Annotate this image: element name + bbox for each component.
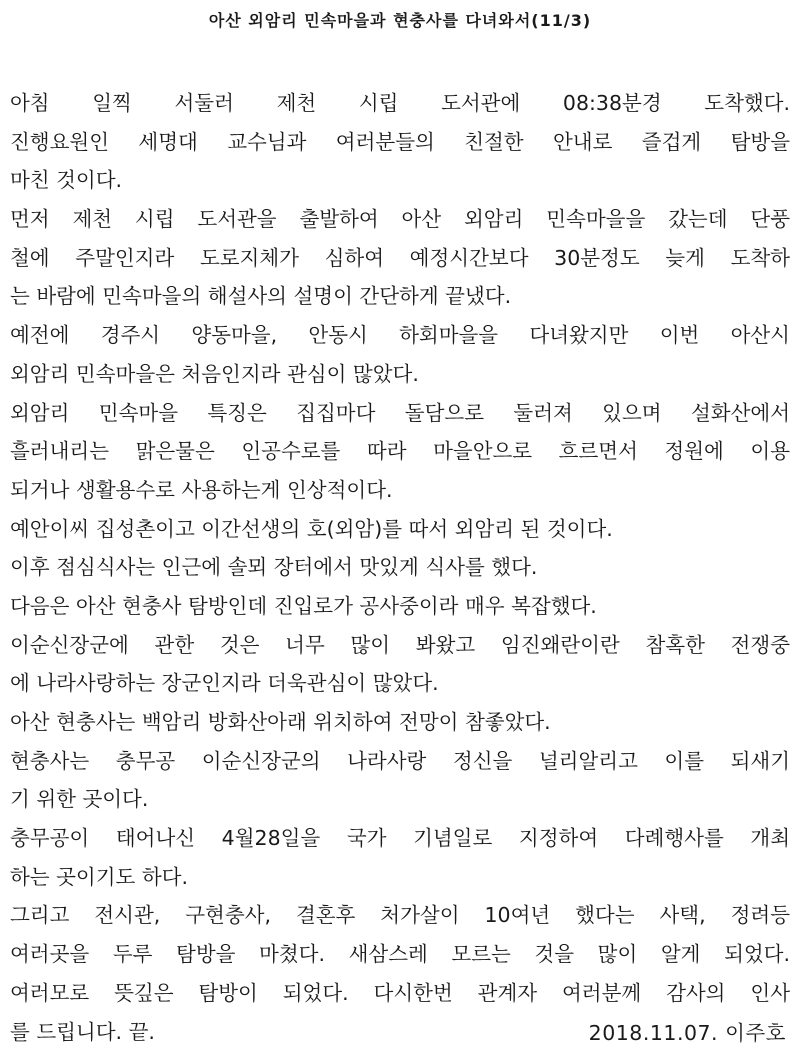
body-line: 그리고 전시관, 구현충사, 결혼후 처가살이 10여년 했다는 사택, 정려등 (10, 903, 790, 928)
body-line: 이순신장군에 관한 것은 너무 많이 봐왔고 임진왜란이란 참혹한 전쟁중 (10, 632, 790, 657)
body-line: 여러곳을 두루 탐방을 마쳤다. 새삼스레 모르는 것을 많이 알게 되었다. (10, 942, 790, 967)
body-line: 에 나라사랑하는 장군인지라 더욱관심이 많았다. (10, 671, 439, 696)
body-line: 여러모로 뜻깊은 탐방이 되었다. 다시한번 관계자 여러분께 감사의 인사 (10, 980, 790, 1005)
body-line: 다음은 아산 현충사 탐방인데 진입로가 공사중이라 매우 복잡했다. (10, 593, 597, 618)
body-line: 이후 점심식사는 인근에 솔뫼 장터에서 맛있게 식사를 했다. (10, 555, 538, 580)
document-body (10, 84, 790, 1051)
body-line: 아침 일찍 서둘러 제천 시립 도서관에 08:38분경 도착했다. (10, 91, 790, 115)
body-line: 현충사는 충무공 이순신장군의 나라사랑 정신을 널리알리고 이를 되새기 (10, 748, 790, 773)
body-line: 아산 현충사는 백암리 방화산아래 위치하여 전망이 참좋았다. (10, 710, 551, 734)
body-line: 외암리 민속마을은 처음인지라 관심이 많았다. (10, 361, 419, 386)
body-line: 외암리 민속마을 특징은 집집마다 돌담으로 둘러져 있으며 설화산에서 (10, 400, 790, 425)
body-line: 마친 것이다. (10, 168, 123, 193)
document-title: 아산 외암리 민속마을과 현충사를 다녀와서(11/3) (208, 11, 592, 30)
body-line: 흘러내리는 맑은물은 인공수로를 따라 마을안으로 흐르면서 정원에 이용 (10, 439, 790, 464)
body-line: 철에 주말인지라 도로지체가 심하여 예정시간보다 30분정도 늦게 도착하 (10, 245, 790, 270)
body-line: 되거나 생활용수로 사용하는게 인상적이다. (10, 477, 393, 502)
body-line: 먼저 제천 시립 도서관을 출발하여 아산 외암리 민속마을을 갔는데 단풍 (10, 207, 790, 232)
body-line: 진행요원인 세명대 교수님과 여러분들의 친절한 안내로 즐겁게 탐방을 (10, 129, 790, 154)
body-line: 를 드립니다. 끝. (10, 1019, 155, 1044)
body-line: 하는 곳이기도 하다. (10, 864, 188, 889)
body-line: 는 바람에 민속마을의 해설사의 설명이 간단하게 끝냈다. (10, 284, 512, 309)
body-line: 충무공이 태어나신 4월28일을 국가 기념일로 지정하여 다례행사를 개최 (10, 826, 790, 851)
body-line: 예전에 경주시 양동마을, 안동시 하회마을을 다녀왔지만 이번 아산시 (10, 323, 790, 348)
body-line: 기 위한 곳이다. (10, 787, 149, 812)
body-line: 예안이씨 집성촌이고 이간선생의 호(외암)를 따서 외암리 된 것이다. (10, 516, 613, 541)
date-signature: 2018.11.07. 이주호 (588, 1021, 786, 1045)
